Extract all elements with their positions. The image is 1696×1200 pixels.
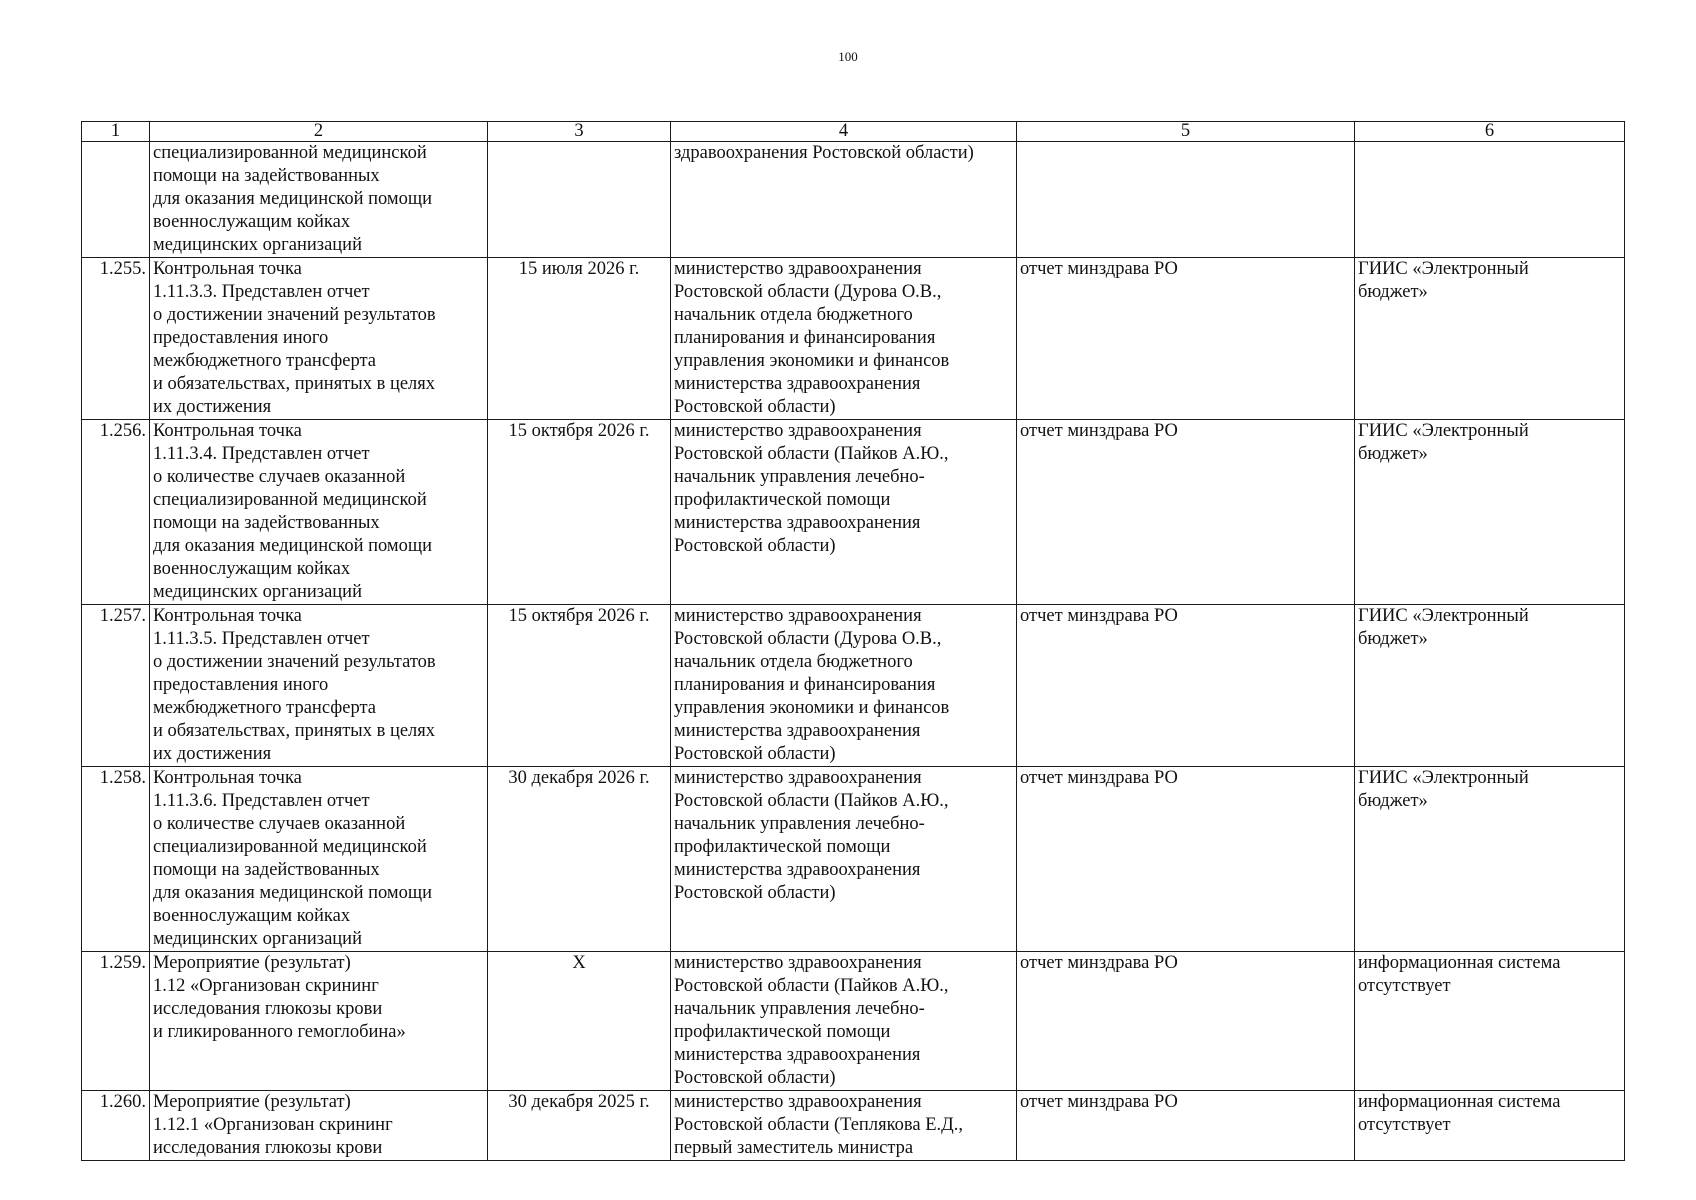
table-row — [82, 142, 1625, 258]
row-info-system: ГИИС «Электронный бюджет» — [1355, 605, 1625, 767]
row-description: Контрольная точка 1.11.3.4. Представлен отчет о количестве случаев оказанной специализированной медицинской помощи на задействованных для оказания медицинской помощи военнослужащим койках медицинских организаций — [150, 420, 488, 605]
column-header: 5 — [1017, 122, 1355, 142]
column-header: 2 — [150, 122, 488, 142]
row-document: отчет минздрава РО — [1017, 952, 1355, 1091]
row-info-system: ГИИС «Электронный бюджет» — [1355, 420, 1625, 605]
row-document: отчет минздрава РО — [1017, 605, 1355, 767]
row-description: Контрольная точка 1.11.3.5. Представлен отчет о достижении значений результатов предоставления иного межбюджетного трансферта и обязательствах, принятых в целях их достижения — [150, 605, 488, 767]
row-responsible: здравоохранения Ростовской области) — [671, 142, 1017, 258]
column-header: 3 — [488, 122, 671, 142]
row-deadline: 15 июля 2026 г. — [488, 258, 671, 420]
row-deadline: 30 декабря 2025 г. — [488, 1091, 671, 1161]
page-number: 100 — [838, 49, 858, 64]
row-info-system: ГИИС «Электронный бюджет» — [1355, 767, 1625, 952]
row-number — [82, 142, 150, 258]
row-description: специализированной медицинской помощи на задействованных для оказания медицинской помощи военнослужащим койках медицинских организаций — [150, 142, 488, 258]
row-info-system: ГИИС «Электронный бюджет» — [1355, 258, 1625, 420]
row-deadline: 30 декабря 2026 г. — [488, 767, 671, 952]
row-responsible: министерство здравоохранения Ростовской области (Пайков А.Ю., начальник управления лечебно- профилактической помощи министерства здравоохранения Ростовской области) — [671, 767, 1017, 952]
row-number: 1.260. — [82, 1091, 150, 1161]
column-header: 1 — [82, 122, 150, 142]
table-row — [82, 258, 1625, 420]
row-number: 1.259. — [82, 952, 150, 1091]
row-number: 1.256. — [82, 420, 150, 605]
row-document — [1017, 142, 1355, 258]
row-info-system: информационная система отсутствует — [1355, 952, 1625, 1091]
row-description: Мероприятие (результат) 1.12 «Организован скрининг исследования глюкозы крови и гликированного гемоглобина» — [150, 952, 488, 1091]
row-number: 1.257. — [82, 605, 150, 767]
row-description: Мероприятие (результат) 1.12.1 «Организован скрининг исследования глюкозы крови — [150, 1091, 488, 1161]
schedule-table — [81, 121, 1625, 1161]
row-deadline: 15 октября 2026 г. — [488, 605, 671, 767]
column-number-row — [82, 122, 1625, 142]
row-responsible: министерство здравоохранения Ростовской области (Пайков А.Ю., начальник управления лечебно- профилактической помощи министерства здравоохранения Ростовской области) — [671, 952, 1017, 1091]
row-deadline: 15 октября 2026 г. — [488, 420, 671, 605]
row-document: отчет минздрава РО — [1017, 420, 1355, 605]
row-deadline: Х — [488, 952, 671, 1091]
table-row — [82, 767, 1625, 952]
row-responsible: министерство здравоохранения Ростовской области (Теплякова Е.Д., первый заместитель министра — [671, 1091, 1017, 1161]
row-number: 1.255. — [82, 258, 150, 420]
row-responsible: министерство здравоохранения Ростовской области (Дурова О.В., начальник отдела бюджетного планирования и финансирования управления экономики и финансов министерства здравоохранения Ростовской области) — [671, 605, 1017, 767]
table-row — [82, 605, 1625, 767]
row-document: отчет минздрава РО — [1017, 767, 1355, 952]
table-row — [82, 420, 1625, 605]
row-description: Контрольная точка 1.11.3.6. Представлен отчет о количестве случаев оказанной специализированной медицинской помощи на задействованных для оказания медицинской помощи военнослужащим койках медицинских организаций — [150, 767, 488, 952]
table-row — [82, 952, 1625, 1091]
row-deadline — [488, 142, 671, 258]
row-info-system — [1355, 142, 1625, 258]
row-document: отчет минздрава РО — [1017, 1091, 1355, 1161]
column-header: 6 — [1355, 122, 1625, 142]
row-info-system: информационная система отсутствует — [1355, 1091, 1625, 1161]
row-number: 1.258. — [82, 767, 150, 952]
row-responsible: министерство здравоохранения Ростовской области (Дурова О.В., начальник отдела бюджетного планирования и финансирования управления экономики и финансов министерства здравоохранения Ростовской области) — [671, 258, 1017, 420]
table-row — [82, 1091, 1625, 1161]
row-description: Контрольная точка 1.11.3.3. Представлен отчет о достижении значений результатов предоставления иного межбюджетного трансферта и обязательствах, принятых в целях их достижения — [150, 258, 488, 420]
column-header: 4 — [671, 122, 1017, 142]
row-document: отчет минздрава РО — [1017, 258, 1355, 420]
row-responsible: министерство здравоохранения Ростовской области (Пайков А.Ю., начальник управления лечебно- профилактической помощи министерства здравоохранения Ростовской области) — [671, 420, 1017, 605]
